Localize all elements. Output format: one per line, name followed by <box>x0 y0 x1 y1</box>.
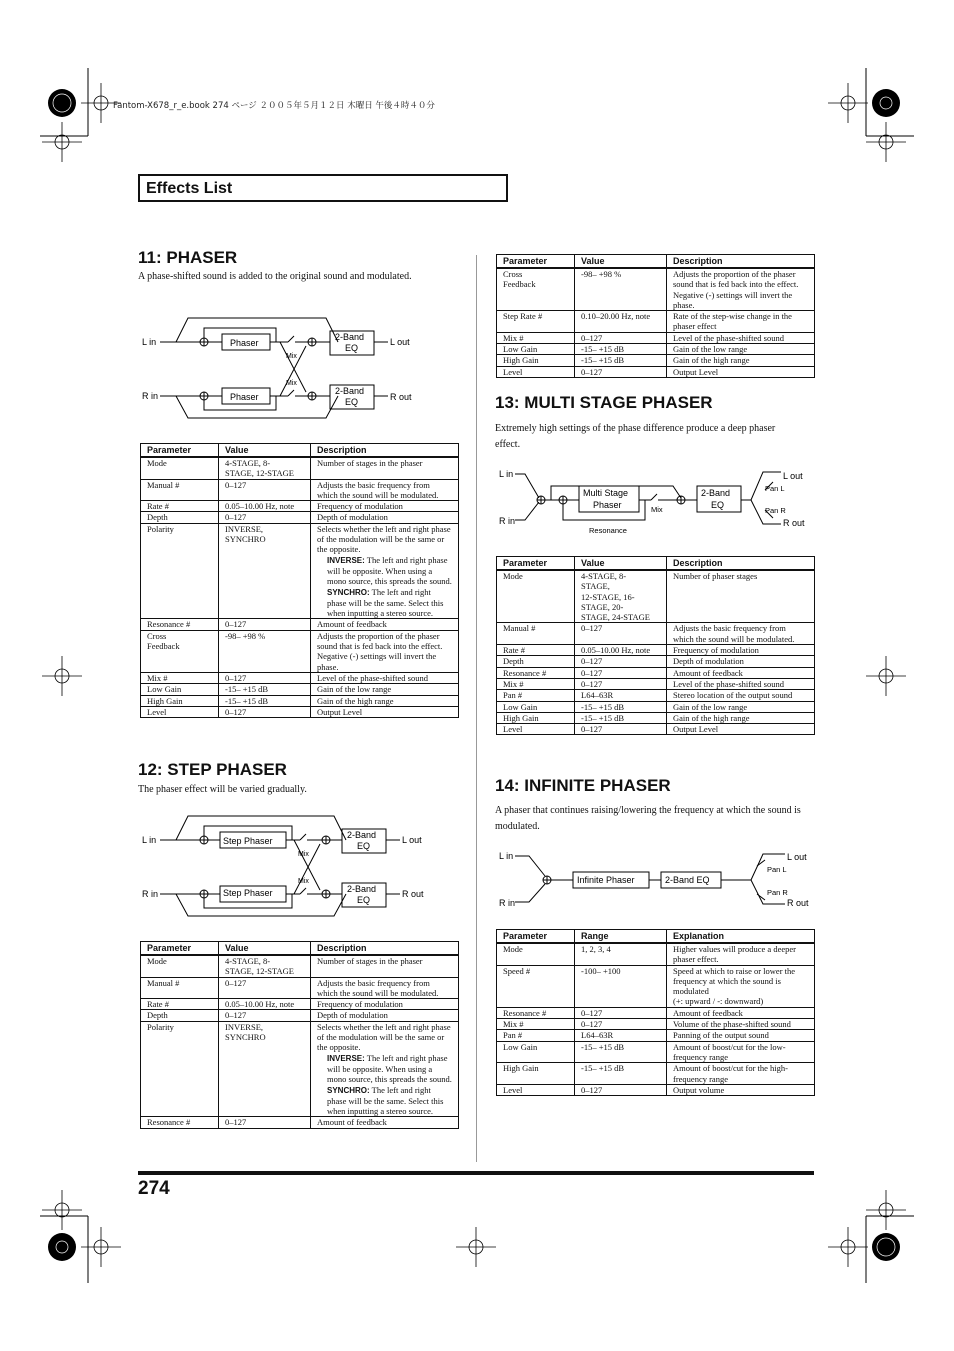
r-in-label: R in <box>142 391 159 401</box>
mix-label: Mix <box>651 505 663 514</box>
eq-label-1: 2-Band <box>347 830 377 840</box>
polarity-synchro-key: SYNCHRO: <box>327 1085 370 1095</box>
multi-stage-phaser-param-table <box>496 556 815 735</box>
polarity-desc-text: Selects whether the left and right phase of the modulation will be the same or the opposite. <box>317 1021 451 1053</box>
param-value-cell: 0–127 <box>219 619 311 630</box>
polarity-inverse-note <box>317 555 452 587</box>
param-value-cell: -15– +15 dB <box>575 1041 667 1063</box>
phaser-diagram <box>138 312 438 422</box>
eq-label-2: EQ <box>357 895 371 905</box>
param-desc-cell: Gain of the high range <box>311 695 459 706</box>
param-value-cell: -15– +15 dB <box>575 344 667 355</box>
eq-label-2: EQ <box>711 500 725 510</box>
param-value-cell: 0–127 <box>219 1117 311 1128</box>
param-desc-cell <box>311 523 459 619</box>
param-name-cell: Depth <box>497 656 575 667</box>
param-desc-cell: Gain of the low range <box>667 344 815 355</box>
step-phaser-block-label: Step Phaser <box>223 888 273 898</box>
param-name-cell: Low Gain <box>497 701 575 712</box>
col-header: Value <box>219 444 311 458</box>
param-value-cell: -15– +15 dB <box>575 1063 667 1085</box>
param-name-cell: Rate # <box>497 645 575 656</box>
param-desc-cell: Rate of the step-wise change in the phaser effect <box>667 311 815 333</box>
param-value-cell: INVERSE, SYNCHRO <box>219 1021 311 1117</box>
table-row <box>497 712 815 723</box>
param-desc-cell: Level of the phase-shifted sound <box>667 678 815 689</box>
footer-rule <box>138 1171 814 1175</box>
column-divider <box>476 255 477 1162</box>
r-out-label: R out <box>390 392 412 402</box>
l-in-label: L in <box>142 835 157 845</box>
param-desc-cell: Number of phaser stages <box>667 570 815 623</box>
param-name-cell: Mode <box>497 570 575 623</box>
eq-inline-label: 2-Band EQ <box>665 875 710 885</box>
param-name-cell: Low Gain <box>141 684 219 695</box>
table-row <box>141 619 459 630</box>
eq-label-1: 2-Band <box>335 386 365 396</box>
col-header: Range <box>575 930 667 944</box>
eq-label-1: 2-Band <box>347 884 377 894</box>
param-value-cell: 0.10–20.00 Hz, note <box>575 311 667 333</box>
param-value-cell: 0–127 <box>219 479 311 501</box>
param-desc-cell: Number of stages in the phaser <box>311 955 459 977</box>
param-value-cell: 0–127 <box>575 724 667 735</box>
param-desc-cell: Output Level <box>311 706 459 717</box>
table-row <box>497 623 815 645</box>
param-value-cell: 0–127 <box>575 366 667 377</box>
param-name-cell: Depth <box>141 1010 219 1021</box>
param-value-cell: 0–127 <box>575 667 667 678</box>
param-name-cell: Level <box>497 366 575 377</box>
param-value-cell: -15– +15 dB <box>575 712 667 723</box>
param-desc-cell: Depth of modulation <box>311 1010 459 1021</box>
table-row <box>141 1117 459 1128</box>
l-in-label: L in <box>499 469 514 479</box>
eq-label-1: 2-Band <box>701 488 731 498</box>
mix-label: Mix <box>286 380 297 387</box>
col-header: Value <box>219 942 311 956</box>
param-name-cell: Mode <box>141 955 219 977</box>
polarity-inverse-key: INVERSE: <box>327 555 365 565</box>
table-row <box>497 355 815 366</box>
table-row <box>497 366 815 377</box>
param-name-cell: Cross Feedback <box>497 268 575 311</box>
param-value-cell: -100– +100 <box>575 965 667 1007</box>
step-phaser-param-table-cont <box>496 254 815 378</box>
param-desc-cell: Level of the phase-shifted sound <box>311 672 459 683</box>
param-value-cell: 0–127 <box>575 1084 667 1095</box>
eq-label-2: EQ <box>345 397 359 407</box>
table-row <box>141 512 459 523</box>
l-in-label: L in <box>499 851 514 861</box>
param-desc-cell: Gain of the high range <box>667 712 815 723</box>
param-desc-cell: Higher values will produce a deeper phaser effect. <box>667 943 815 965</box>
table-row <box>497 1063 815 1085</box>
param-desc-cell: Adjusts the basic frequency from which the sound will be modulated. <box>311 977 459 999</box>
table-row <box>497 965 815 1007</box>
table-row <box>141 457 459 479</box>
param-desc-cell: Depth of modulation <box>667 656 815 667</box>
polarity-inverse-text: The left and right phase will be opposite. When using a mono source, this spreads the sound. <box>327 554 452 587</box>
param-value-cell: INVERSE, SYNCHRO <box>219 523 311 619</box>
multi-stage-phaser-intro: Extremely high settings of the phase difference produce a deep phaser effect. <box>495 423 776 450</box>
param-name-cell: Manual # <box>141 479 219 501</box>
param-value-cell: 4-STAGE, 8- STAGE, 12-STAGE, 16- STAGE, 20- STAGE, 24-STAGE <box>575 570 667 623</box>
param-desc-cell <box>311 1021 459 1117</box>
polarity-synchro-text: The left and right phase will be the same. Select this when inputting a stereo source. <box>327 586 444 619</box>
param-desc-cell: Output Level <box>667 724 815 735</box>
l-in-label: L in <box>142 337 157 347</box>
col-header: Parameter <box>141 942 219 956</box>
param-name-cell: Resonance # <box>141 1117 219 1128</box>
param-value-cell: 0–127 <box>575 1019 667 1030</box>
param-desc-cell: Gain of the low range <box>667 701 815 712</box>
param-name-cell: Polarity <box>141 523 219 619</box>
l-out-label: L out <box>402 835 422 845</box>
param-desc-cell: Speed at which to raise or lower the frequency at which the sound is modulated (+: upward / -: downward) <box>667 965 815 1007</box>
table-row <box>497 268 815 311</box>
phaser-param-table <box>140 443 459 718</box>
table-row <box>497 344 815 355</box>
param-value-cell: -98– +98 % <box>219 630 311 672</box>
table-row <box>141 630 459 672</box>
table-row <box>141 479 459 501</box>
infinite-phaser-title: 14: INFINITE PHASER <box>495 776 671 795</box>
r-in-label: R in <box>499 898 516 908</box>
mix-label: Mix <box>286 353 297 360</box>
param-name-cell: Mix # <box>497 332 575 343</box>
param-value-cell: -15– +15 dB <box>219 684 311 695</box>
param-desc-cell: Amount of feedback <box>311 619 459 630</box>
pan-l-label: Pan L <box>765 484 785 493</box>
param-value-cell: 0–127 <box>575 332 667 343</box>
param-name-cell: Pan # <box>497 690 575 701</box>
infinite-phaser-intro: A phaser that continues raising/lowering the frequency at which the sound is modulated. <box>495 805 801 832</box>
param-desc-cell: Amount of feedback <box>311 1117 459 1128</box>
page-number: 274 <box>138 1178 170 1199</box>
param-name-cell: Depth <box>141 512 219 523</box>
param-name-cell: Resonance # <box>141 619 219 630</box>
table-row <box>497 1019 815 1030</box>
param-desc-cell: Adjusts the basic frequency from which the sound will be modulated. <box>311 479 459 501</box>
table-row <box>141 955 459 977</box>
param-desc-cell: Output Level <box>667 366 815 377</box>
phaser-block-label: Phaser <box>230 392 259 402</box>
param-desc-cell: Gain of the low range <box>311 684 459 695</box>
param-name-cell: Level <box>141 706 219 717</box>
l-out-label: L out <box>390 337 410 347</box>
param-name-cell: Low Gain <box>497 1041 575 1063</box>
eq-label-2: EQ <box>357 841 371 851</box>
param-name-cell: Rate # <box>141 999 219 1010</box>
table-row <box>141 672 459 683</box>
eq-label-2: EQ <box>345 343 359 353</box>
param-name-cell: Pan # <box>497 1030 575 1041</box>
param-desc-cell: Amount of boost/cut for the low-frequency range <box>667 1041 815 1063</box>
polarity-inverse-key: INVERSE: <box>327 1053 365 1063</box>
param-desc-cell: Adjusts the proportion of the phaser sound that is fed back into the effect. Negative (-) settings will invert the phase. <box>311 630 459 672</box>
col-header: Description <box>311 444 459 458</box>
table-row <box>497 690 815 701</box>
polarity-synchro-note <box>317 1085 452 1117</box>
param-value-cell: 1, 2, 3, 4 <box>575 943 667 965</box>
infinite-phaser-diagram <box>495 846 815 912</box>
param-name-cell: Mode <box>141 457 219 479</box>
param-value-cell: 0.05–10.00 Hz, note <box>219 501 311 512</box>
param-name-cell: Mix # <box>497 678 575 689</box>
param-desc-cell: Amount of boost/cut for the high-frequency range <box>667 1063 815 1085</box>
table-row <box>141 523 459 619</box>
param-value-cell: -15– +15 dB <box>219 695 311 706</box>
step-phaser-block-label: Step Phaser <box>223 836 273 846</box>
pan-l-label: Pan L <box>767 865 787 874</box>
multi-stage-phaser-diagram <box>495 464 815 544</box>
param-name-cell: Resonance # <box>497 667 575 678</box>
param-name-cell: Step Rate # <box>497 311 575 333</box>
table-row <box>497 678 815 689</box>
param-value-cell: -98– +98 % <box>575 268 667 311</box>
step-phaser-title: 12: STEP PHASER <box>138 760 287 779</box>
table-row <box>141 999 459 1010</box>
polarity-desc-text: Selects whether the left and right phase of the modulation will be the same or the opposite. <box>317 523 451 555</box>
param-value-cell: 0–127 <box>575 678 667 689</box>
phaser-intro: A phase-shifted sound is added to the original sound and modulated. <box>138 271 412 282</box>
param-name-cell: Cross Feedback <box>141 630 219 672</box>
table-row <box>497 570 815 623</box>
col-header: Description <box>667 557 815 571</box>
param-value-cell: 4-STAGE, 8- STAGE, 12-STAGE <box>219 955 311 977</box>
param-name-cell: Speed # <box>497 965 575 1007</box>
param-name-cell: Level <box>497 1084 575 1095</box>
param-value-cell: 0–127 <box>575 1007 667 1018</box>
phaser-block-label: Phaser <box>230 338 259 348</box>
col-header: Description <box>311 942 459 956</box>
param-desc-cell: Gain of the high range <box>667 355 815 366</box>
msp-block-label-2: Phaser <box>593 500 622 510</box>
multi-stage-phaser-title: 13: MULTI STAGE PHASER <box>495 393 713 412</box>
table-row <box>497 1041 815 1063</box>
col-header: Value <box>575 557 667 571</box>
param-desc-cell: Adjusts the proportion of the phaser sound that is fed back into the effect. Negative (-) settings will invert the phase. <box>667 268 815 311</box>
param-value-cell: 0–127 <box>219 512 311 523</box>
param-desc-cell: Depth of modulation <box>311 512 459 523</box>
mix-label: Mix <box>298 851 309 858</box>
param-name-cell: Polarity <box>141 1021 219 1117</box>
table-row <box>497 311 815 333</box>
param-desc-cell: Output volume <box>667 1084 815 1095</box>
param-value-cell: -15– +15 dB <box>575 701 667 712</box>
param-desc-cell: Stereo location of the output sound <box>667 690 815 701</box>
param-name-cell: Mix # <box>497 1019 575 1030</box>
r-in-label: R in <box>142 889 159 899</box>
polarity-inverse-text: The left and right phase will be opposite. When using a mono source, this spreads the sound. <box>327 1052 452 1085</box>
msp-block-label-1: Multi Stage <box>583 488 629 498</box>
param-name-cell: Low Gain <box>497 344 575 355</box>
col-header: Parameter <box>497 557 575 571</box>
param-value-cell: 0–127 <box>219 672 311 683</box>
param-name-cell: Rate # <box>141 501 219 512</box>
param-desc-cell: Frequency of modulation <box>311 999 459 1010</box>
param-name-cell: High Gain <box>497 1063 575 1085</box>
col-header: Description <box>667 255 815 269</box>
polarity-synchro-key: SYNCHRO: <box>327 587 370 597</box>
param-value-cell: 0–127 <box>575 623 667 645</box>
param-desc-cell: Panning of the output sound <box>667 1030 815 1041</box>
param-desc-cell: Level of the phase-shifted sound <box>667 332 815 343</box>
table-row <box>497 645 815 656</box>
mix-label: Mix <box>298 878 309 885</box>
polarity-synchro-note <box>317 587 452 619</box>
param-name-cell: Manual # <box>141 977 219 999</box>
col-header: Parameter <box>497 255 575 269</box>
infinite-phaser-block-label: Infinite Phaser <box>577 875 635 885</box>
step-phaser-diagram <box>138 810 448 920</box>
section-header-box <box>138 174 508 202</box>
table-row <box>141 695 459 706</box>
col-header: Parameter <box>497 930 575 944</box>
polarity-inverse-note <box>317 1053 452 1085</box>
section-title: Effects List <box>146 180 233 197</box>
table-row <box>141 1010 459 1021</box>
l-out-label: L out <box>787 852 807 862</box>
table-row <box>497 943 815 965</box>
r-out-label: R out <box>787 898 809 908</box>
param-name-cell: High Gain <box>141 695 219 706</box>
param-value-cell: 0–127 <box>219 1010 311 1021</box>
param-name-cell: Mix # <box>141 672 219 683</box>
table-row <box>497 1084 815 1095</box>
param-value-cell: 0.05–10.00 Hz, note <box>219 999 311 1010</box>
param-desc-cell: Amount of feedback <box>667 1007 815 1018</box>
polarity-synchro-text: The left and right phase will be the same. Select this when inputting a stereo source. <box>327 1084 444 1117</box>
table-row <box>141 501 459 512</box>
table-row <box>497 332 815 343</box>
phaser-title: 11: PHASER <box>138 248 238 267</box>
l-out-label: L out <box>783 471 803 481</box>
print-header-line: Fantom-X678_r_e.book 274 ページ ２００５年５月１２日 木曜日 午後４時４０分 <box>113 101 435 111</box>
param-desc-cell: Adjusts the basic frequency from which the sound will be modulated. <box>667 623 815 645</box>
param-desc-cell: Volume of the phase-shifted sound <box>667 1019 815 1030</box>
param-value-cell: 0–127 <box>219 977 311 999</box>
table-row <box>141 1021 459 1117</box>
table-row <box>141 706 459 717</box>
infinite-phaser-param-table <box>496 929 815 1096</box>
eq-label-1: 2-Band <box>335 332 365 342</box>
param-value-cell: L64–63R <box>575 1030 667 1041</box>
param-name-cell: Resonance # <box>497 1007 575 1018</box>
param-value-cell: 4-STAGE, 8- STAGE, 12-STAGE <box>219 457 311 479</box>
table-row <box>497 701 815 712</box>
param-value-cell: 0–127 <box>219 706 311 717</box>
r-out-label: R out <box>402 889 424 899</box>
param-desc-cell: Frequency of modulation <box>311 501 459 512</box>
param-name-cell: Manual # <box>497 623 575 645</box>
resonance-label: Resonance <box>589 526 627 535</box>
table-row <box>497 656 815 667</box>
param-desc-cell: Frequency of modulation <box>667 645 815 656</box>
col-header: Parameter <box>141 444 219 458</box>
table-row <box>497 667 815 678</box>
table-row <box>497 724 815 735</box>
table-row <box>497 1007 815 1018</box>
col-header: Explanation <box>667 930 815 944</box>
r-in-label: R in <box>499 516 516 526</box>
col-header: Value <box>575 255 667 269</box>
step-phaser-intro: The phaser effect will be varied gradually. <box>138 784 307 795</box>
param-name-cell: Level <box>497 724 575 735</box>
r-out-label: R out <box>783 518 805 528</box>
pan-r-label: Pan R <box>767 888 788 897</box>
table-row <box>497 1030 815 1041</box>
param-desc-cell: Amount of feedback <box>667 667 815 678</box>
param-name-cell: Mode <box>497 943 575 965</box>
param-name-cell: High Gain <box>497 712 575 723</box>
pan-r-label: Pan R <box>765 506 786 515</box>
table-row <box>141 977 459 999</box>
param-value-cell: 0.05–10.00 Hz, note <box>575 645 667 656</box>
table-row <box>141 684 459 695</box>
param-value-cell: -15– +15 dB <box>575 355 667 366</box>
step-phaser-param-table <box>140 941 459 1129</box>
param-desc-cell: Number of stages in the phaser <box>311 457 459 479</box>
param-name-cell: High Gain <box>497 355 575 366</box>
param-value-cell: L64–63R <box>575 690 667 701</box>
param-value-cell: 0–127 <box>575 656 667 667</box>
